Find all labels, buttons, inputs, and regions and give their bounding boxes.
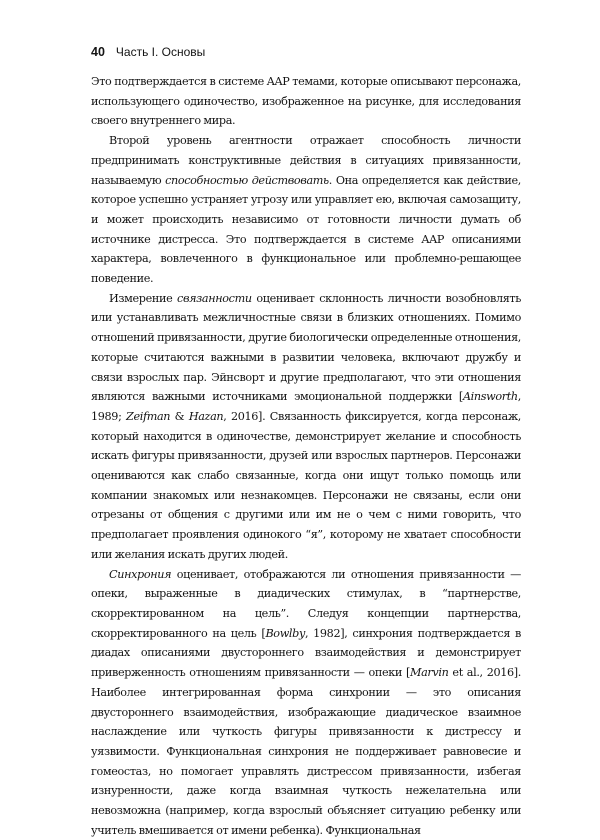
italic-text: способностью действовать xyxy=(165,173,329,187)
text-run: оценивает склонность личности возобновлять или устанавливать межличностные связи в близких отношениях. Помимо отношений привязанности, другие биологически определенные отношения, которые считаются важными в развитии человека, включают дружбу и связи взрослых пар. Эйнсворт и другие предполагают, что эти отношения являются важными источниками эмоциональной поддержки [ xyxy=(91,291,522,404)
italic-text: Ainsworth xyxy=(462,390,518,404)
body-text xyxy=(91,72,521,840)
paragraph xyxy=(91,289,521,565)
italic-text: Zeifman xyxy=(126,409,171,423)
running-head: Часть I. Основы xyxy=(115,45,206,59)
paragraph xyxy=(91,72,521,131)
text-run: Второй уровень агентности отражает способность личности предпринимать конструктивные действия в ситуациях привязанности, называемую xyxy=(91,134,521,187)
text-run: , 2016]. Связанность фиксируется, когда персонаж, который находится в одиночестве, демонстрирует желание и способность искать фигуры привязанности, друзей или взрослых партнеров. Персонажи оцениваются как слабо связанные, когда они ищут только помощь или компании знакомых или незнакомцев. Персонажи не связаны, если они отрезаны от общения с другими или им не о чем с ними говорить, что предполагает проявления одинокого “я”, которому не хватает способности или желания искать других людей. xyxy=(91,409,521,561)
text-run: . Она определяется как действие, которое успешно устраняет угрозу или управляет ею, включая самозащиту, и может происходить независимо от готовности личности думать об источнике дистресса. Это подтверждается в системе AAP описаниями характера, вовлеченного в функциональное или проблемно-решающее поведение. xyxy=(91,173,521,286)
page-number: 40 xyxy=(91,45,105,59)
text-run: , 1982], синхрония подтверждается в диадах описаниями двустороннего взаимодействия и демонстрирует приверженность отношениям привязанности — опеки [ xyxy=(91,626,522,680)
text-run: Это подтверждается в системе AAP темами, которые описывают персонажа, использующего одиночество, изображенное на рисунке, для исследования своего внутреннего мира. xyxy=(91,75,521,128)
paragraph xyxy=(91,565,521,840)
text-run: Измерение xyxy=(109,291,178,305)
italic-text: Hazan xyxy=(188,409,224,423)
italic-text: Bowlby xyxy=(265,626,305,640)
italic-text: Синхрония xyxy=(109,567,172,581)
italic-text: Marvin xyxy=(410,666,449,680)
paragraph xyxy=(91,131,521,289)
italic-text: связанности xyxy=(177,291,252,305)
text-run: оценивает, отображаются ли отношения привязанности — опеки, выраженные в диадических стимулах, в “партнерстве, скорректированном на цель”. Следуя концепции партнерства, скорректированного на цель [ xyxy=(91,567,521,640)
text-run: et al., 2016]. Наиболее интегрированная форма синхронии — это описания двустороннего взаимодействия, изображающие диадическое взаимное наслаждение или чуткость фигуры привязанности к дистрессу и уязвимости. Функциональная синхрония не поддерживает равновесие и гомеостаз, но помогает управлять дистрессом привязанности, избегая изнуренности, даже когда взаимная чуткость нежелательна или невозможна (например, когда взрослый объясняет ситуацию ребенку или учитель вмешивается от имени ребенка). Функциональная xyxy=(91,666,521,837)
page-header xyxy=(91,45,205,63)
text-run: & xyxy=(170,409,189,423)
text-run: , 1989; xyxy=(91,390,521,423)
